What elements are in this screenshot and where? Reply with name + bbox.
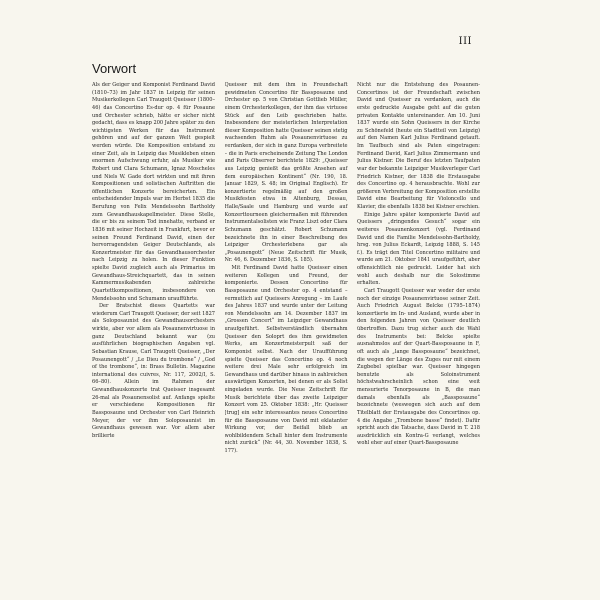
text-column-2	[225, 82, 348, 580]
text-column-1	[92, 82, 215, 580]
paragraph: Queisser mit dem ihm in Freundschaft gewidmeten Concertino für Bassposaune und Orchester op. 5 von Christian Gottlieb Müller, einem Orchesterkollegen, der ihm das virtuose Stück auf den Leib geschrieben hatte. Insbesondere der meisterlichen Interpretation dieser Komposition hatte Queisser seinen stetig wachsenden Ruhm als Posaunenvirtuose zu verdanken, der sich in ganz Europa verbreitete – die in Paris erscheinende Zeitung The London and Paris Observer berichtete 1829: „Queisser aus Leipzig genießt das größte Ansehen auf dem europäischen Kontinent“ (Nr. 190, 18. Januar 1829, S. 48; im Original Englisch). Er konzertierte regelmäßig auf den großen Musikfesten etwa in Altenburg, Dessau, Halle/Saale und Hamburg und wurde auf Konzerttourneen gleichermaßen mit führenden Instrumentalsolisten wie Franz Liszt oder Clara Schumann geschätzt. Robert Schumann bezeichnete ihn in einer Beschreibung des Leipziger Orchesterlebens gar als „Posaunengott“ (Neue Zeitschrift für Musik, Nr. 46, 6. Dezember 1836, S. 185).	[224, 82, 348, 264]
paragraph: Nicht nur die Entstehung des Posaunen-Concertinos ist der Freundschaft zwischen David und Queisser zu verdanken, auch die erste gedruckte Ausgabe geht auf die guten privaten Kontakte untereinander. Am 10. Juni 1837 wurde ein Sohn Queissers in der Kirche zu Schönefeld (heute ein Stadtteil von Leipzig) auf den Namen Karl Julius Ferdinand getauft. Im Taufbuch sind als Paten eingetragen: Ferdinand David, Karl Julius Zimmermann und Julius Kistner. Die Beruf des letzten Taufpaten war der bekannte Leipziger Musikverleger Carl Friedrich Kistner, der 1838 die Erstausgabe des Concertino op. 4 herausbrachte. Wohl zur größeren Verbreitung der Komposition erstellte David eine Bearbeitung für Violoncello und Klavier, die ebenfalls 1838 bei Kistner erschien.	[357, 82, 480, 210]
paragraph: Der Bratschist dieses Quartetts war wiederum Carl Traugott Queisser, der seit 1827 als Soloposaunist des Gewandhausorchesters wirkte, aber vor allem als Posaunenvirtuose in ganz Deutschland bekannt war (zu ausführlichen biographischen Angaben vgl. Sebastian Krause, Carl Traugott Queisser, „Der Posaunengott“ / „Le Dieu du trombone“ / „God of the trombone“, in: Brass Bulletin. Magazine international des cuivres, Nr. 117, 2002/I, S. 66–80). Allein im Rahmen der Gewandhauskonzerte trat Queisser insgesamt 26-mal als Posaunensolist auf. Anfangs spielte er verschiedene Kompositionen für Bassposaune und Orchester von Carl Heinrich Meyer, der vor ihm Soloposaunist im Gewandhaus gewesen war. Vor allem aber brillierte	[92, 303, 215, 439]
paragraph: Einige Jahre später komponierte David auf Queissers „dringendes Gesuch“ sogar ein weiteres Posaunenkonzert (vgl. Ferdinand David und die Familie Mendelssohn-Bartholdy, hrsg. von Julius Eckardt, Leipzig 1888, S. 145 f.). Es trägt den Titel Concertino militaire und wurde am 21. Oktober 1841 uraufgeführt, aber offensichtlich nie gedruckt. Leider hat sich wohl auch deshalb nur die Solostimme erhalten.	[357, 211, 480, 287]
paragraph: Als der Geiger und Komponist Ferdinand David (1810–73) im Jahr 1837 in Leipzig für seinen Musikerkollegen Carl Traugott Queisser (1800–46) das Concertino Es-dur op. 4 für Posaune und Orchester schrieb, hätte er sicher nicht gedacht, dass es knapp 200 Jahre später zu den wichtigsten Werken für das Instrument gehören und auf der ganzen Welt gespielt werden würde. Die Komposition entstand zu einer Zeit, als in Leipzig das Musikleben einen enormen Aufschwung erfuhr, als Musiker wie Robert und Clara Schumann, Ignaz Moscheles und Niels W. Gade dort wirkten und mit ihren Kompositionen und solistischen Auftritten die öffentlichen Konzerte bereicherten. Ein entscheidender Impuls war im Herbst 1835 die Berufung von Felix Mendelssohn Bartholdy zum Gewandhauskapellmeister. Diese Stelle, die er bis zu seinem Tod innehatte, verband er 1836 mit seiner Hochzeit in Frankfurt, bevor er seinen Freund Ferdinand David, einen der hervorragendsten Geiger Deutschlands, als Konzertmeister für das Gewandhausorchester nach Leipzig zu holen. In dieser Funktion spielte David zugleich auch als Primarius im Gewandhaus-Streichquartett, das in seinen Kammermusikabenden zahlreiche Quartettkompositionen, insbesondere von Mendelssohn und Schumann uraufführte.	[92, 82, 215, 302]
paragraph: Carl Traugott Queisser war weder der erste noch der einzige Posaunenvirtuose seiner Zeit. Auch Friedrich August Belcke (1795–1874) konzertierte im In- und Ausland, wurde aber in den folgenden Jahren von Queisser deutlich übertroffen. Dazu trug sicher auch die Wahl des Instruments bei: Belcke spielte ausnahmslos auf der Quart-Bassposaune in F, oft auch als „lange Bassposaune“ bezeichnet, die wegen der Länge des Zuges nur mit einem Zugbebel spielbar war. Queisser hingegen benutzte als Soloinstrument höchstwahrscheinlich schon eine weit mensurierte Tenorposaune in B, die man damals ebenfalls als „Bassposaune“ bezeichnete (weswegen sich auch auf dem Titelblatt der Erstausgabe des Concertinos op. 4 die Angabe „Trombone basse“ findet). Dafür spricht auch die Tatsache, dass David in T. 218 ausdrücklich ein Kontra-G verlangt, welches wohl eher auf einer Quart-Bassposaune	[357, 287, 480, 447]
page-number: III	[458, 36, 472, 47]
section-heading: Vorwort	[92, 60, 137, 76]
text-column-3	[357, 82, 480, 580]
paragraph: Mit Ferdinand David hatte Queisser einen weiteren Kollegen und Freund, der komponierte. Dessen Concertino für Bassposaune und Orchester op. 4 entstand – vermutlich auf Queissers Anregung – im Laufe des Jahres 1837 und wurde unter der Leitung von Mendelssohn am 14. Dezember 1837 im „Grossen Concert“ im Leipziger Gewandhaus uraufgeführt. Selbstverständlich übernahm Queisser den Soloprt des ihm gewidmeten Werks, am Konzertmeisterpult saß der Komponist selbst. Nach der Uraufführung spielte Queisser das Concertino op. 4 noch weitere drei Male sehr erfolgreich im Gewandhaus und darüber hinaus in zahlreichen auswärtigen Konzerten, bei denen er als Solist eingeladen wurde. Die Neue Zeitschrift für Musik berichtete über das zweite Leipziger Konzert vom 25. Oktober 1838: „Hr. Queisser [trug] ein sehr interessantes neues Concertino für die Bassposaune von David mit eklatanter Wirkung vor, der Beifall blieb an wohlbildendem Schall hinter dem Instrumente nicht zurück“ (Nr. 44, 30. November 1838, S. 177).	[224, 265, 348, 454]
text-columns	[92, 82, 480, 580]
